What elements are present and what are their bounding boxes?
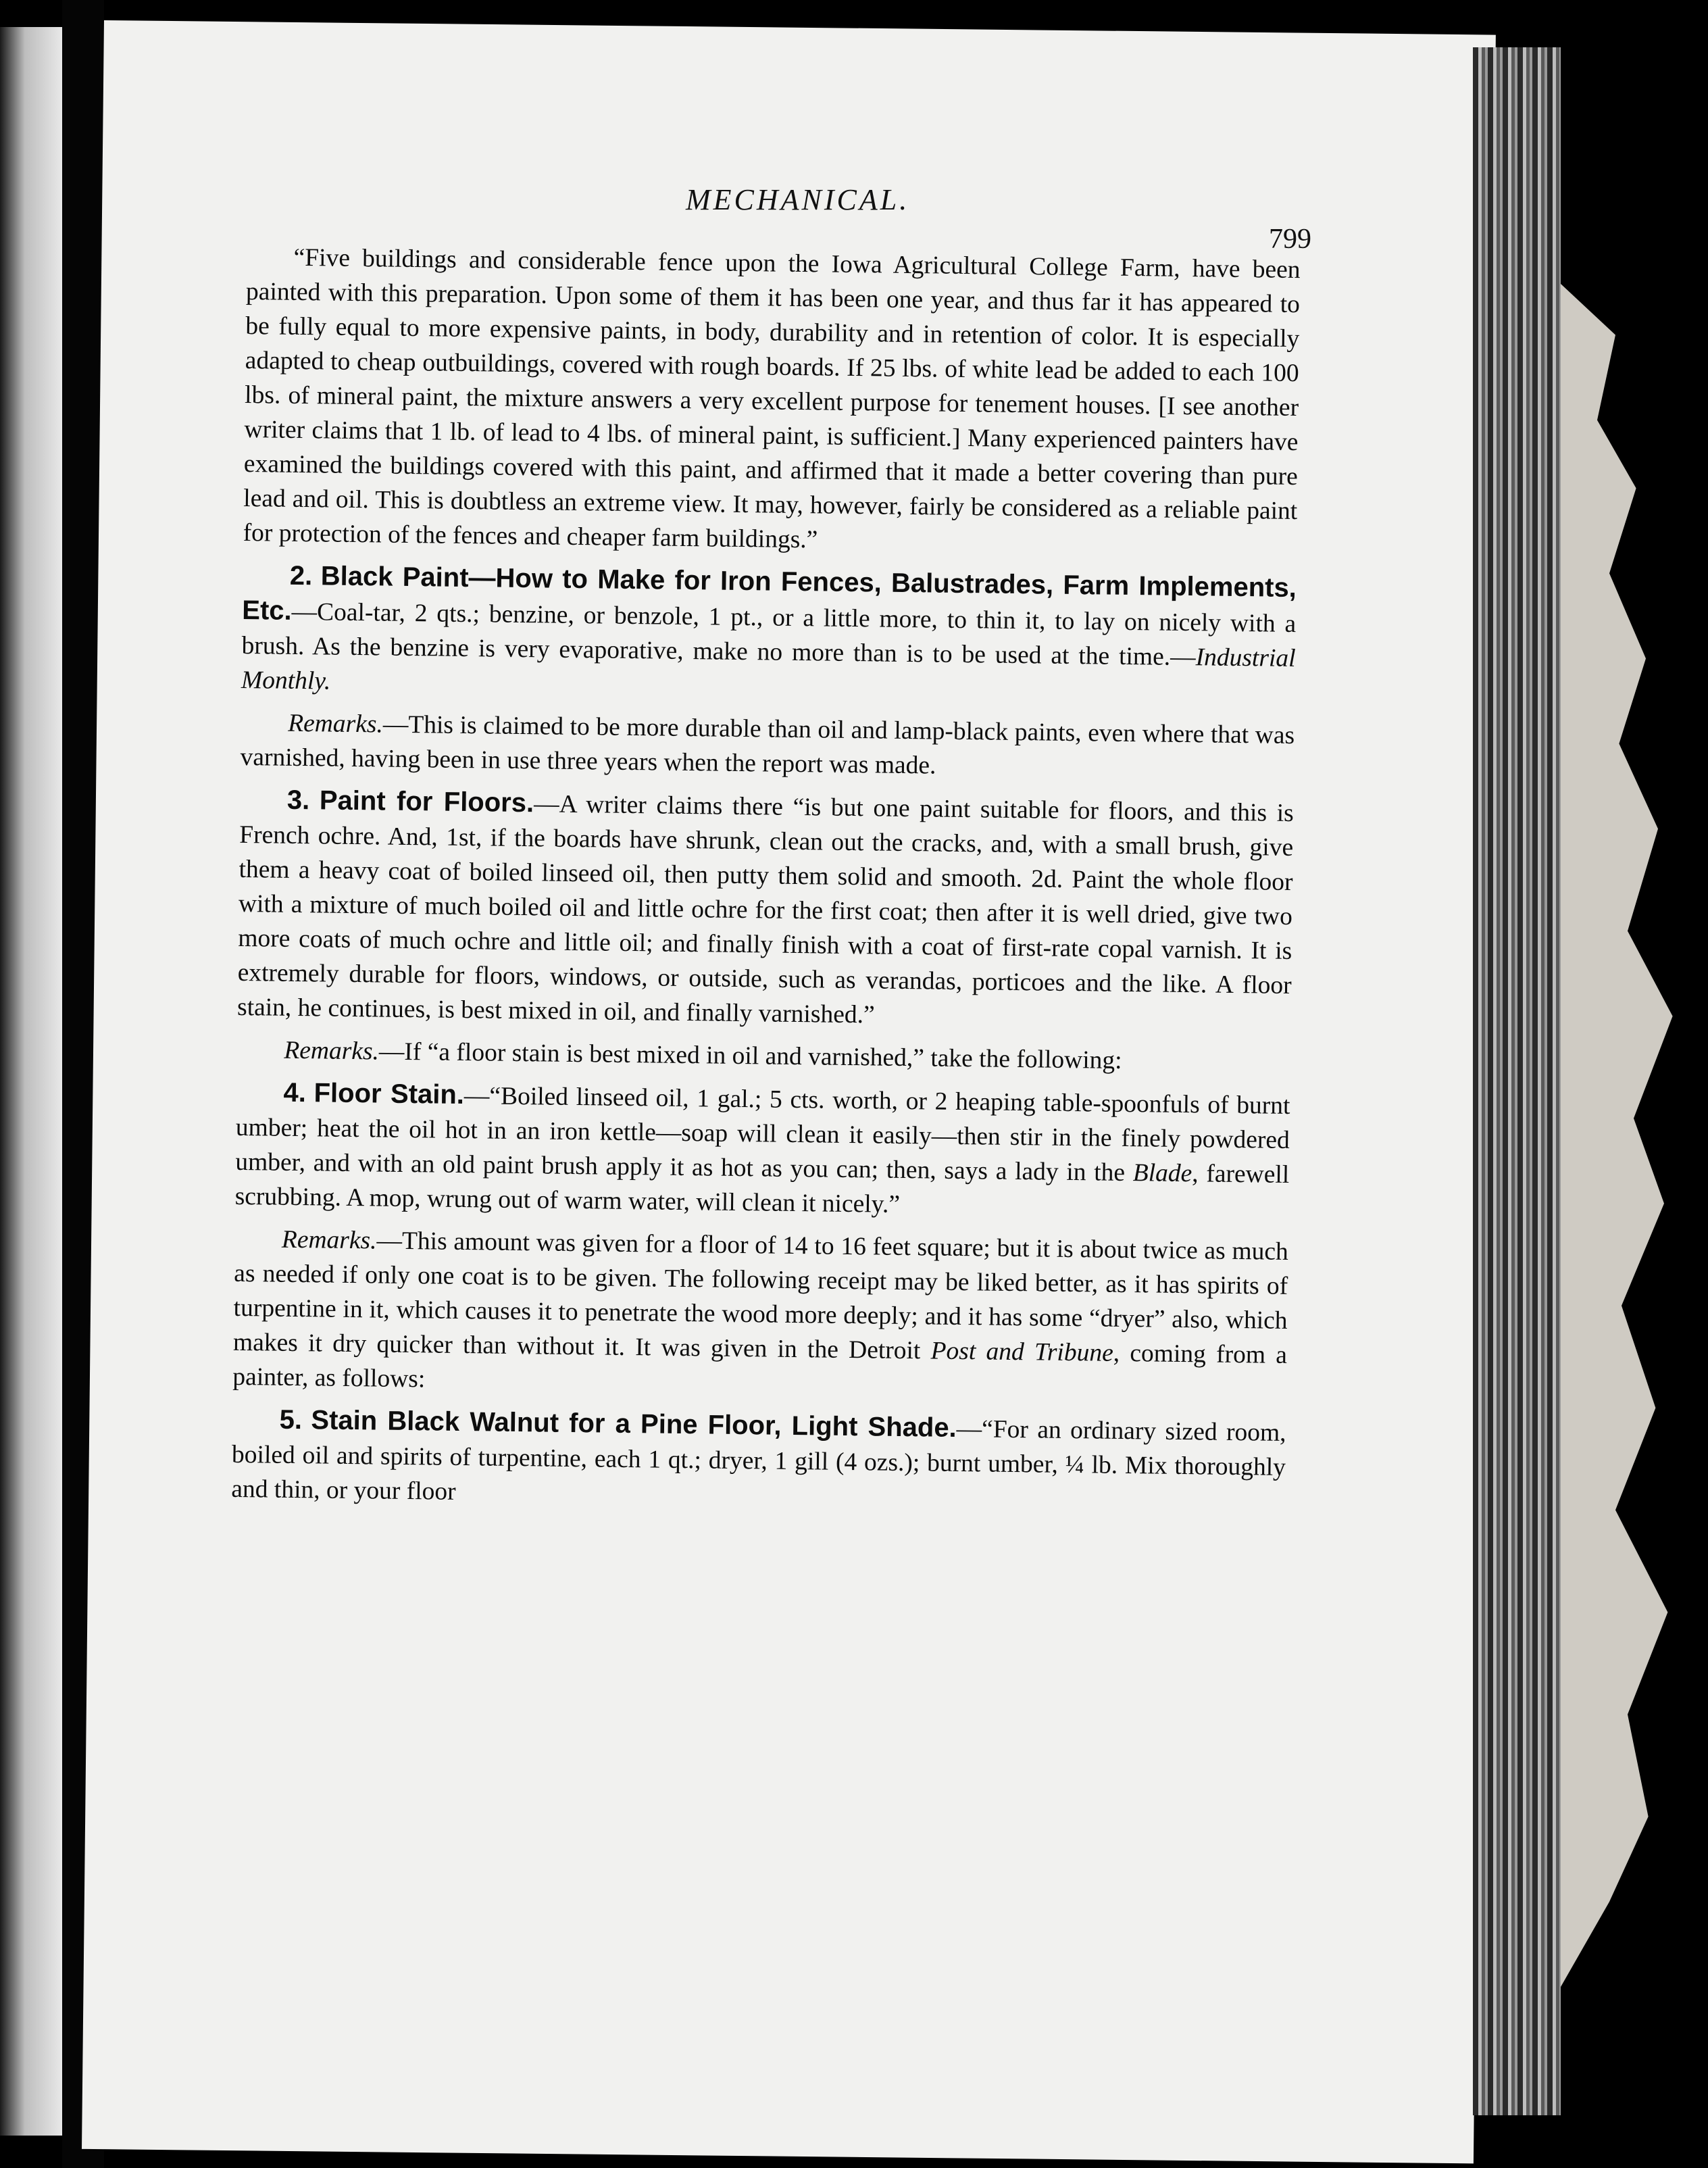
page-text — [231, 240, 1301, 1527]
remarks-text-end: , coming from a painter, as follows: — [232, 1339, 1288, 1394]
section-2-remarks — [240, 706, 1295, 787]
section-body: —A writer claims there “is but one paint suitable for floors, and this is French ochre. And, 1st, if the boards have shrunk, clean out the cracks, and, with a small brush, give them a heavy coat of boiled linseed oil, then putty them solid and smooth. 2d. Paint the whole floor with a mixture of much boiled oil and little ochre for the first coat; then after it is well dried, give two more coats of much ochre and little oil; and finally finish with a coat of first-rate copal varnish. It is extremely durable for floors, windows, or outside, such as verandas, porticoes and the like. A floor stain, he continues, is best mixed in oil, and finally varnished.” — [236, 790, 1295, 1029]
torn-paper-edge — [1561, 284, 1682, 1987]
section-source: Industrial Monthly. — [241, 643, 1296, 695]
section-4 — [234, 1075, 1290, 1227]
section-body-end: , farewell scrubbing. A mop, wrung out of warm water, will clean it nicely.” — [234, 1160, 1290, 1218]
section-3-remarks — [236, 1033, 1291, 1080]
left-page-edge — [0, 27, 62, 2136]
section-body: —Coal-tar, 2 qts.; benzine, or benzole, 1 pt., or a little more, to thin it, to lay on nicely with a brush. As the benzine is very evaporative, make no more than is to be used at the time.— — [241, 597, 1297, 672]
section-number: 3. — [286, 785, 310, 816]
running-head: MECHANICAL. — [686, 183, 910, 216]
page-number: 799 — [1269, 224, 1311, 255]
section-4-remarks — [232, 1222, 1288, 1407]
remarks-label: Remarks. — [284, 1036, 380, 1066]
remarks-text: —This is claimed to be more durable than oil and lamp-black paints, even where that was varnished, having been in use three years when the report was made. — [240, 710, 1295, 780]
section-3 — [237, 783, 1294, 1037]
section-heading: Black Paint—How to Make for Iron Fences, Balustrades, Farm Implements, Etc. — [242, 561, 1297, 626]
section-number: 4. — [283, 1077, 307, 1108]
section-heading: Stain Black Walnut for a Pine Floor, Light Shade. — [311, 1405, 957, 1443]
remarks-text: —If “a floor stain is best mixed in oil and varnished,” take the following: — [378, 1037, 1122, 1075]
remarks-italic: Post and Tribune — [930, 1337, 1114, 1367]
section-body: —“Boiled linseed oil, 1 gal.; 5 cts. worth, or 2 heaping table-spoonfuls of burnt umber; heat the oil hot in an iron kettle—soap will clean it easily—then stir in the finely powdered umber, and with an old paint brush apply it as hot as you can; then, says a lady in the — [235, 1082, 1290, 1187]
section-heading: Paint for Floors. — [319, 785, 534, 818]
section-heading: Floor Stain. — [313, 1078, 465, 1110]
section-2 — [241, 558, 1297, 710]
section-number: 2. — [289, 560, 313, 591]
section-body: —“For an ordinary sized room, boiled oil and spirits of turpentine, each 1 qt.; dryer, 1 gill (4 ozs.); burnt umber, ¼ lb. Mix thoroughly and thin, or your floor — [231, 1414, 1286, 1506]
remarks-label: Remarks. — [281, 1225, 377, 1255]
page-edges-stack — [1473, 47, 1561, 2115]
section-number: 5. — [279, 1404, 303, 1435]
remarks-label: Remarks. — [288, 709, 384, 739]
section-body-italic: Blade — [1132, 1159, 1192, 1188]
section-5 — [231, 1402, 1286, 1519]
remarks-text: —This amount was given for a floor of 14 to 16 feet square; but it is about twice as much as needed if only one coat is to be given. The following receipt may be liked better, as it has spirits of turpentine in it, which causes it to penetrate the wood more deeply; and it has some “dryer” also, which makes it dry quicker than without it. It was given in the Detroit — [232, 1227, 1289, 1365]
quote-paragraph: “Five buildings and considerable fence upon the Iowa Agricultural College Farm, have been painted with this preparation. Upon some of them it has been one year, and thus far it has appeared to be fully equal to more expensive paints, in body, durability and in retention of color. It is especially adapted to cheap outbuildings, covered with rough boards. If 25 lbs. of white lead be added to each 100 lbs. of mineral paint, the mixture answers a very excellent purpose for tenement houses. [I see another writer claims that 1 lb. of lead to 4 lbs. of mineral paint, is sufficient.] Many experienced painters have examined the buildings covered with this paint, and affirmed that it made a better covering than pure lead and oil. This is doubtless an extreme view. It may, however, fairly be considered as a reliable paint for protection of the fences and cheaper farm buildings.” — [243, 243, 1301, 554]
